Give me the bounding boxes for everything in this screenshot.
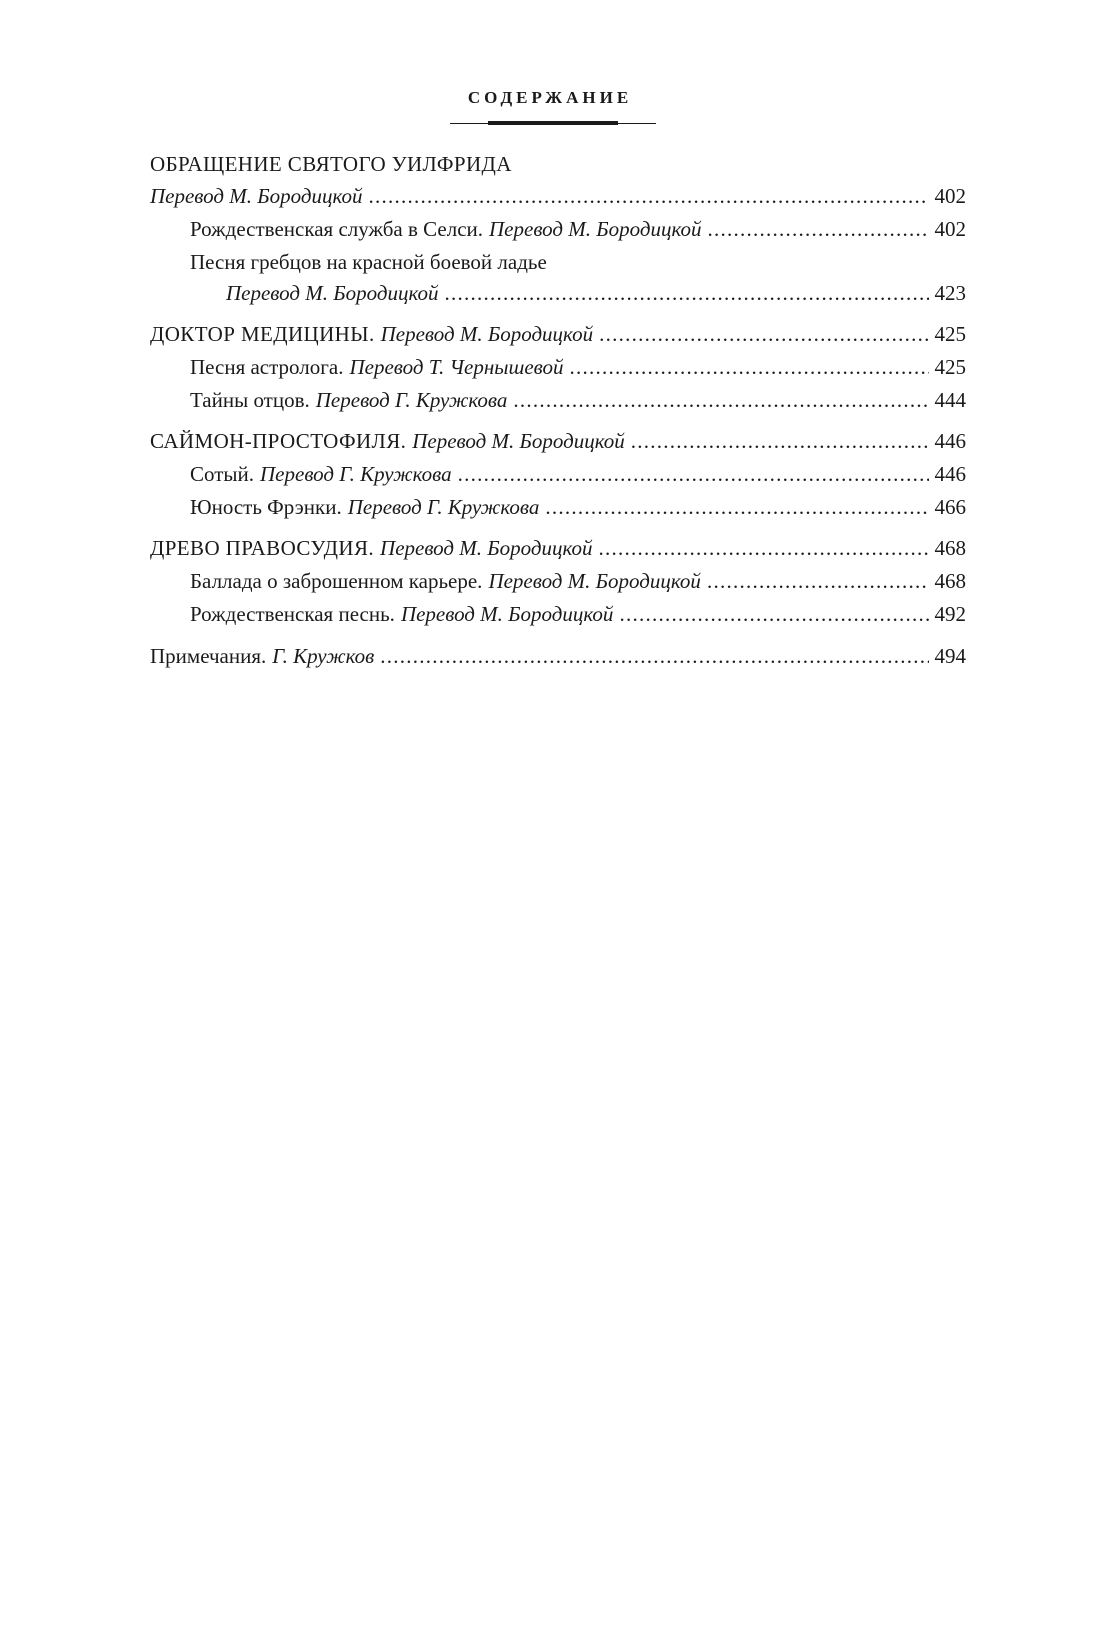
- dot-leader: [708, 213, 929, 245]
- toc-entry-translator: Перевод Г. Кружкова: [260, 462, 452, 486]
- toc-entry[interactable]: [190, 246, 966, 278]
- toc-entry[interactable]: [150, 180, 966, 212]
- dot-leader: [545, 491, 928, 523]
- dot-leader: [599, 318, 928, 350]
- toc-entry-translator: Перевод М. Бородицкой: [380, 536, 593, 560]
- toc-entry-translator: Перевод М. Бородицкой: [226, 281, 439, 305]
- toc-entry-title: Рождественская служба в Селси.: [190, 217, 484, 241]
- toc-entry-translator: Перевод М. Бородицкой: [488, 569, 701, 593]
- toc-entry-title: Рождественская песнь.: [190, 602, 395, 626]
- toc-entry[interactable]: [190, 351, 966, 383]
- toc-entry-title: Тайны отцов.: [190, 388, 310, 412]
- toc-entry-title: Юность Фрэнки.: [190, 495, 342, 519]
- toc-entry[interactable]: [190, 598, 966, 630]
- page-title: СОДЕРЖАНИЕ: [467, 88, 633, 107]
- dot-leader: [513, 384, 928, 416]
- toc-entry-page: 402: [934, 184, 966, 208]
- toc-entry-page: 494: [934, 644, 966, 668]
- toc-entry[interactable]: [190, 384, 966, 416]
- dot-leader: [570, 351, 929, 383]
- toc-entry-page: 444: [934, 388, 966, 412]
- toc-entry-page: 446: [934, 429, 966, 453]
- toc-entry-title: ДОКТОР МЕДИЦИНЫ.: [150, 322, 375, 346]
- dot-leader: [631, 425, 929, 457]
- dot-leader: [369, 180, 929, 212]
- dot-leader: [707, 565, 929, 597]
- toc-entry-title: Песня астролога.: [190, 355, 344, 379]
- toc-entry-translator: Перевод М. Бородицкой: [150, 184, 363, 208]
- toc-entry-title: САЙМОН-ПРОСТОФИЛЯ.: [150, 429, 407, 453]
- toc-entry-page: 425: [934, 355, 966, 379]
- toc-entry-translator: Перевод Т. Чернышевой: [349, 355, 564, 379]
- toc-entry-page: 425: [934, 322, 966, 346]
- toc-entry-translator: Перевод М. Бородицкой: [400, 602, 614, 626]
- toc-entry[interactable]: [190, 213, 966, 245]
- toc-entry-page: 466: [934, 495, 966, 519]
- toc-entry-page: 468: [934, 536, 966, 560]
- toc-entry-page: 492: [934, 602, 966, 626]
- dot-leader: [458, 458, 929, 490]
- toc-entry-page: 446: [934, 462, 966, 486]
- dot-leader: [619, 598, 928, 630]
- toc-entry-title: ДРЕВО ПРАВОСУДИЯ.: [150, 536, 375, 560]
- dot-leader: [445, 277, 929, 309]
- dot-leader: [380, 640, 928, 672]
- dot-leader: [599, 532, 929, 564]
- toc-section-heading[interactable]: [150, 425, 966, 457]
- toc-entry[interactable]: [190, 491, 966, 523]
- toc-entry-continuation[interactable]: [226, 277, 966, 309]
- toc-entry[interactable]: [190, 565, 966, 597]
- toc-entry-translator: Г. Кружков: [272, 644, 375, 668]
- toc-section-heading[interactable]: [150, 318, 966, 350]
- toc-entry-page: 468: [934, 569, 966, 593]
- toc-entry-translator: Перевод Г. Кружкова: [315, 388, 508, 412]
- toc-entry-title: ОБРАЩЕНИЕ СВЯТОГО УИЛФРИДА: [150, 152, 512, 176]
- toc-section-heading[interactable]: [150, 532, 966, 564]
- toc-entry-page: 402: [934, 217, 966, 241]
- toc-entry[interactable]: [190, 458, 966, 490]
- toc-entry-title: Сотый.: [190, 462, 255, 486]
- toc-entry-page: 423: [934, 281, 966, 305]
- toc-entry-title: Баллада о заброшенном карьере.: [190, 569, 483, 593]
- toc-entry-translator: Перевод М. Бородицкой: [489, 217, 702, 241]
- toc-entry-title: Примечания.: [150, 644, 267, 668]
- toc-section-heading[interactable]: [150, 148, 966, 180]
- toc-entry-notes[interactable]: [150, 640, 966, 672]
- toc-entry-translator: Перевод М. Бородицкой: [380, 322, 594, 346]
- toc-entry-title: Песня гребцов на красной боевой ладье: [190, 250, 547, 274]
- toc-entry-translator: Перевод Г. Кружкова: [347, 495, 540, 519]
- toc-entry-translator: Перевод М. Бородицкой: [412, 429, 625, 453]
